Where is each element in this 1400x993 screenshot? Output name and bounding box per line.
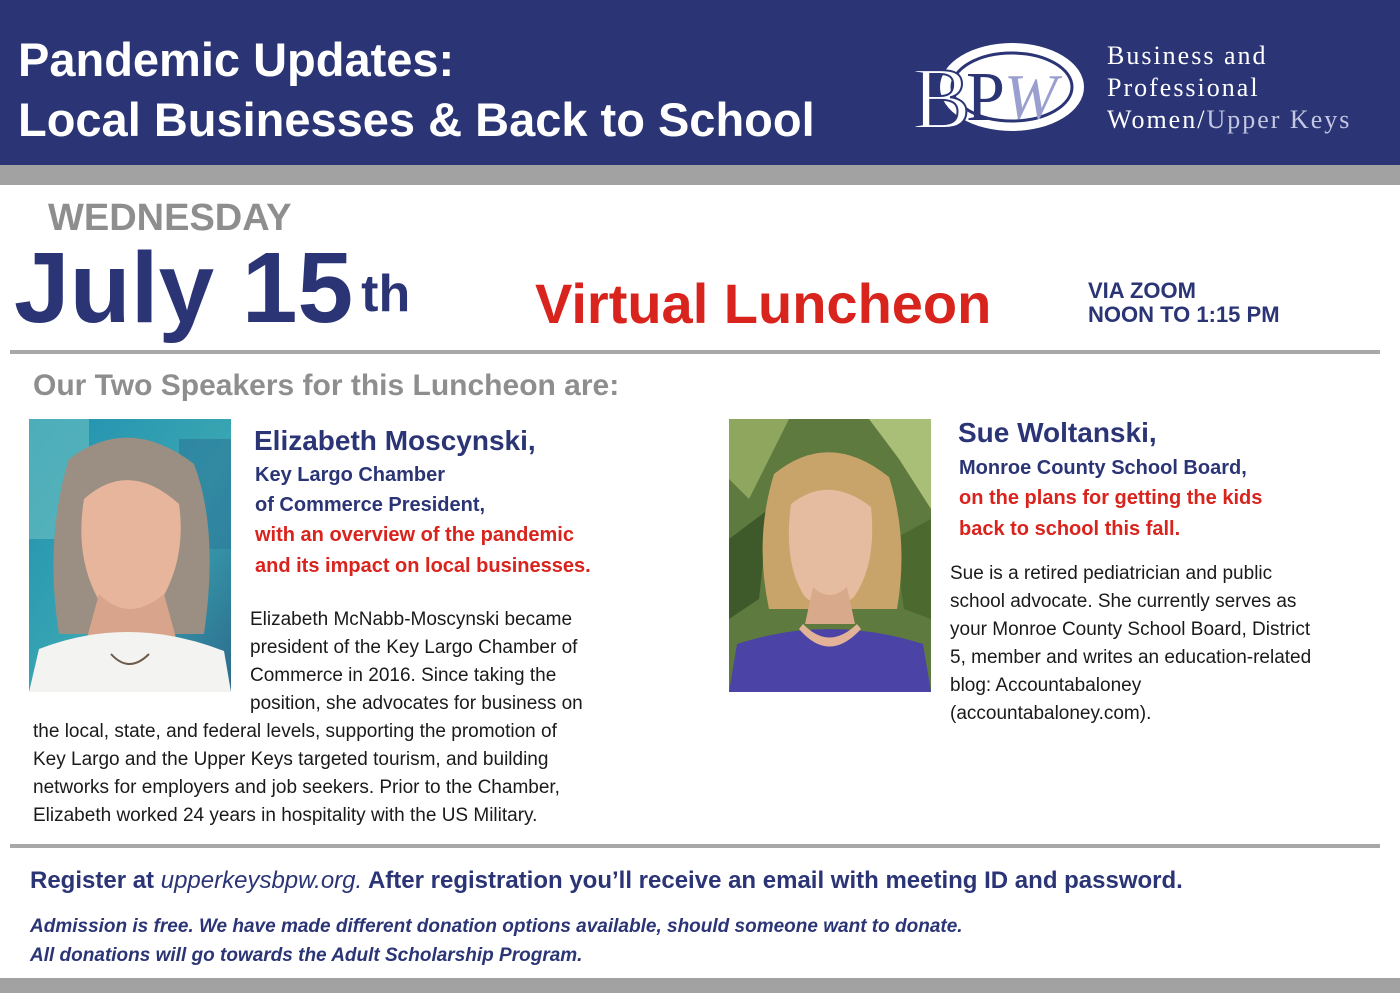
speakers-heading: Our Two Speakers for this Luncheon are:	[33, 369, 620, 402]
bio-line: (accountabaloney.com).	[950, 703, 1152, 724]
logo-letter-p: P	[966, 59, 1005, 136]
registration-line	[30, 866, 1183, 896]
org-line-2: Professional	[1107, 73, 1260, 102]
speaker-2-photo	[729, 419, 931, 692]
speaker-1-topic-line: with an overview of the pandemic	[255, 524, 574, 546]
speaker-2-role-line: Monroe County School Board,	[959, 457, 1247, 479]
org-line-1: Business and	[1107, 41, 1268, 70]
title-line-1: Pandemic Updates:	[18, 33, 455, 86]
logo-letter-w: W	[1004, 61, 1058, 132]
bio-line: position, she advocates for business on	[250, 693, 583, 714]
page-title	[18, 30, 815, 150]
bottom-divider-band	[0, 978, 1400, 993]
bpw-logo	[908, 38, 1088, 138]
register-suffix: After registration you’ll receive an email with meeting ID and password.	[362, 867, 1183, 894]
event-platform: VIA ZOOM	[1088, 278, 1196, 303]
speaker-1-role-line: of Commerce President,	[255, 494, 486, 516]
bio-line: Elizabeth worked 24 years in hospitality with the US Military.	[33, 805, 538, 826]
event-date	[14, 232, 411, 344]
footer-divider	[10, 844, 1380, 848]
top-divider-band	[0, 165, 1400, 185]
section-divider	[10, 350, 1380, 354]
register-link[interactable]: upperkeysbpw.org.	[160, 867, 363, 894]
event-date-main: July 15	[14, 232, 354, 344]
logo-letter-b: B	[912, 51, 971, 138]
speaker-1-bio-bottom	[33, 718, 560, 830]
speaker-2-bio	[950, 560, 1311, 728]
bio-line: blog: Accountabaloney	[950, 675, 1142, 696]
bio-line: Sue is a retired pediatrician and public	[950, 563, 1273, 584]
event-info	[1088, 279, 1280, 327]
bio-line: your Monroe County School Board, District	[950, 619, 1311, 640]
register-prefix: Register at	[30, 867, 161, 894]
speaker-1-photo	[29, 419, 231, 692]
speaker-2-topic	[959, 483, 1262, 545]
speaker-2-topic-line: on the plans for getting the kids	[959, 487, 1263, 509]
bio-line: president of the Key Largo Chamber of	[250, 637, 578, 658]
org-line-3	[1107, 104, 1351, 136]
admission-line-2: All donations will go towards the Adult Scholarship Program.	[30, 945, 583, 966]
speaker-1-role	[255, 460, 485, 520]
speaker-1-name: Elizabeth Moscynski,	[254, 425, 536, 456]
speaker-1-bio-top	[250, 606, 583, 718]
bio-line: Elizabeth McNabb-Moscynski became	[250, 609, 573, 630]
admission-note	[30, 912, 963, 970]
title-line-2: Local Businesses & Back to School	[18, 93, 815, 146]
speaker-1-topic-line: and its impact on local businesses.	[255, 555, 591, 577]
bio-line: networks for employers and job seekers. Prior to the Chamber,	[33, 777, 560, 798]
org-upper-keys: Upper Keys	[1206, 105, 1352, 134]
bio-line: the local, state, and federal levels, supporting the promotion of	[33, 721, 557, 742]
event-type: Virtual Luncheon	[535, 272, 992, 335]
event-weekday: WEDNESDAY	[48, 197, 292, 239]
speaker-2-name: Sue Woltanski,	[958, 417, 1157, 448]
speaker-1-topic	[255, 520, 591, 582]
speaker-1-role-line: Key Largo Chamber	[255, 464, 446, 486]
bio-line: 5, member and writes an education-related	[950, 647, 1312, 668]
bio-line: Key Largo and the Upper Keys targeted tourism, and building	[33, 749, 549, 770]
header-banner	[0, 0, 1400, 165]
admission-line-1: Admission is free. We have made different donation options available, should someone want to donate.	[30, 916, 963, 937]
event-date-suffix: th	[361, 265, 411, 323]
bio-line: school advocate. She currently serves as	[950, 591, 1297, 612]
speaker-2-role	[959, 453, 1247, 483]
bio-line: Commerce in 2016. Since taking the	[250, 665, 557, 686]
org-women: Women/	[1107, 105, 1207, 134]
speaker-2-topic-line: back to school this fall.	[959, 518, 1181, 540]
event-time: NOON TO 1:15 PM	[1088, 302, 1280, 327]
organization-name	[1107, 40, 1351, 136]
